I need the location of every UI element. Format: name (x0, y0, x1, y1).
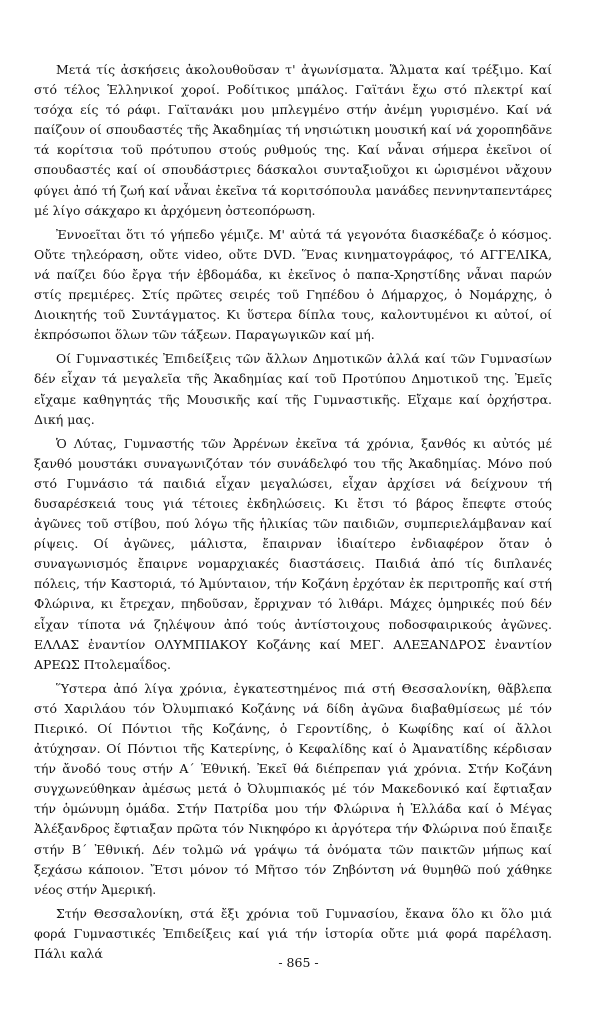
paragraph: Ὕστερα ἀπό λίγα χρόνια, ἐγκατεστημένος πιά στή Θεσσαλονίκη, θἄβλεπα στό Χαριλάου τόν Ὀλυμπιακό Κοζάνης νά δίδη ἀγῶνα διαβαθμίσεως μέ τόν Πιερικό. Οί Πόντιοι τῆς Κοζάνης, ὁ Γεροντίδης, ὁ Κωφίδης καί οί ἄλλοι ἀτύχησαν. Οί Πόντιοι τῆς Κατερίνης, ὁ Κεφαλίδης καί ὁ Ἀμανατίδης κέρδισαν τήν ἄνοδό τους στήν Α΄ Ἐθνική. Ἐκεῖ θά διέπρεπαν γιά χρόνια. Στήν Κοζάνη συγχωνεύθηκαν ἀμέσως μετά ὁ Ὀλυμπιακός μέ τόν Μακεδονικό καί ἔφτιαξαν τήν ὁμώνυμη ὁμάδα. Στήν Πατρίδα μου τήν Φλώρινα ἡ Ἑλλάδα καί ὁ Μέγας Ἀλέξανδρος ἔφτιαξαν πρῶτα τόν Νικηφόρο κι ἀργότερα τήν Φλώρινα πού ἔπαιξε στήν Β΄ Ἐθνική. Δέν τολμῶ νά γράψω τά ὀνόματα τῶν παικτῶν μήπως καί ξεχάσω κάποιον. Ἔτσι μόνον τό Μῆτσο τόν Ζηβόντση νά θυμηθῶ πού χάθηκε νέος στήν Ἀμερική. (34, 680, 552, 897)
paragraph: Ὁ Λύτας, Γυμναστής τῶν Ἀρρένων ἐκεῖνα τά χρόνια, ξανθός κι αὐτός μέ ξανθό μουστάκι συναγωνιζόταν τόν συνάδελφό του τῆς Ἀκαδημίας. Μόνο πού στό Γυμνάσιο τά παιδιά εἶχαν μεγαλώσει, εἶχαν ἀρχίσει νά δείχνουν τή δυσαρέσκειά τους γιά τέτοιες ἐκδηλώσεις. Κι ἔτσι τό βάρος ἔπεφτε στούς ἀγῶνες τοῦ στίβου, πού λόγω τῆς ἡλικίας τῶν παιδιῶν, συμπεριελάμβαναν καί ρίψεις. Οί ἀγῶνες, μάλιστα, ἔπαιρναν ἰδιαίτερο ἐνδιαφέρον ὅταν ὁ συναγωνισμός ἔπαιρνε νομαρχιακές διαστάσεις. Παιδιά ἀπό τίς διπλανές πόλεις, τήν Καστοριά, τό Ἀμύνταιον, τήν Κοζάνη ἐρχόταν ἐκ περιτροπῆς καί στή Φλώρινα, κι ἔτρεχαν, πηδοῦσαν, ἔρριχναν τό λιθάρι. Μάχες ὁμηρικές πού δέν εἶχαν τίποτα νά ζηλέψουν ἀπό τούς ἀντίστοιχους ποδοσφαιρικούς ἀγῶνες. ΕΛΛΑΣ ἐναντίον ΟΛΥΜΠΙΑΚΟΥ Κοζάνης καί ΜΕΓ. ΑΛΕΞΑΝΔΡΟΣ ἐναντίον ΑΡΕΩΣ Πτολεμαΐδος. (34, 435, 552, 672)
paragraph: Μετά τίς ἀσκήσεις ἀκολουθοῦσαν τ' ἀγωνίσματα. Ἅλματα καί τρέξιμο. Καί στό τέλος Ἑλληνικοί χοροί. Ροδίτικος μπάλος. Γαϊτάνι ἔχω στό πλεκτρί καί τσόχα είς τό ράφι. Γαϊτανάκι μου μπλεγμένο στήν ἀνέμη γυρισμένο. Καί νά παίζουν οί σπουδαστές τῆς Ἀκαδημίας τή νησιώτικη μουσική καί νά χοροπηδᾶνε τά κορίτσια τοῦ πρότυπου στούς ρυθμούς της. Καί νἆναι σήμερα ἐκεῖνοι οί σπουδαστές καί οί σπουδάστριες δάσκαλοι συνταξιοῦχοι κι ὡρισμένοι νἄχουν φύγει ἀπό τή ζωή καί νἆναι ἐκεῖνα τά κοριτσόπουλα μανάδες πεννηνταπεντάρες μέ λίγο σάκχαρο κι ἀρχόμενη ὀστεοπόρωση. (34, 62, 552, 218)
paragraph: Οί Γυμναστικές Ἐπιδείξεις τῶν ἄλλων Δημοτικῶν ἀλλά καί τῶν Γυμνασίων δέν εἶχαν τά μεγαλεῖα τῆς Ἀκαδημίας καί τοῦ Προτύπου Δημοτικοῦ της. Ἐμεῖς εἴχαμε καθηγητάς τῆς Μουσικῆς καί τῆς Γυμναστικῆς. Εἴχαμε καί ὀρχήστρα. Δική μας. (34, 351, 552, 427)
paragraph: Στήν Θεσσαλονίκη, στά ἔξι χρόνια τοῦ Γυμνασίου, ἔκανα ὅλο κι ὅλο μιά φορά Γυμναστικές Ἐπιδείξεις καί γιά τήν ἱστορία οὔτε μιά φορά παρέλαση. Πάλι καλά (34, 905, 552, 962)
body-text (34, 60, 552, 968)
page-number: - 865 - (278, 955, 319, 970)
paragraph: Ἐννοεῖται ὅτι τό γήπεδο γέμιζε. Μ' αὐτά τά γεγονότα διασκέδαζε ὁ κόσμος. Οὔτε τηλεόραση, οὔτε video, οὔτε DVD. Ἕνας κινηματογράφος, τό ΑΓΓΕΛΙΚΑ, νά παίζει δύο ἔργα τήν ἑβδομάδα, κι ἐκεῖνος ὁ παπα-Χρηστίδης νἆναι παρών στίς πρεμιέρες. Στίς πρῶτες σειρές τοῦ Γηπέδου ὁ Δήμαρχος, ὁ Νομάρχης, ὁ Διοικητής τοῦ Συντάγματος. Κι ὕστερα δίπλα τους, καλοντυμένοι κι αὐτοί, οί ἐκπρόσωποι ὅλων τῶν τάξεων. Παραγωγικῶν καί μή. (34, 226, 552, 343)
